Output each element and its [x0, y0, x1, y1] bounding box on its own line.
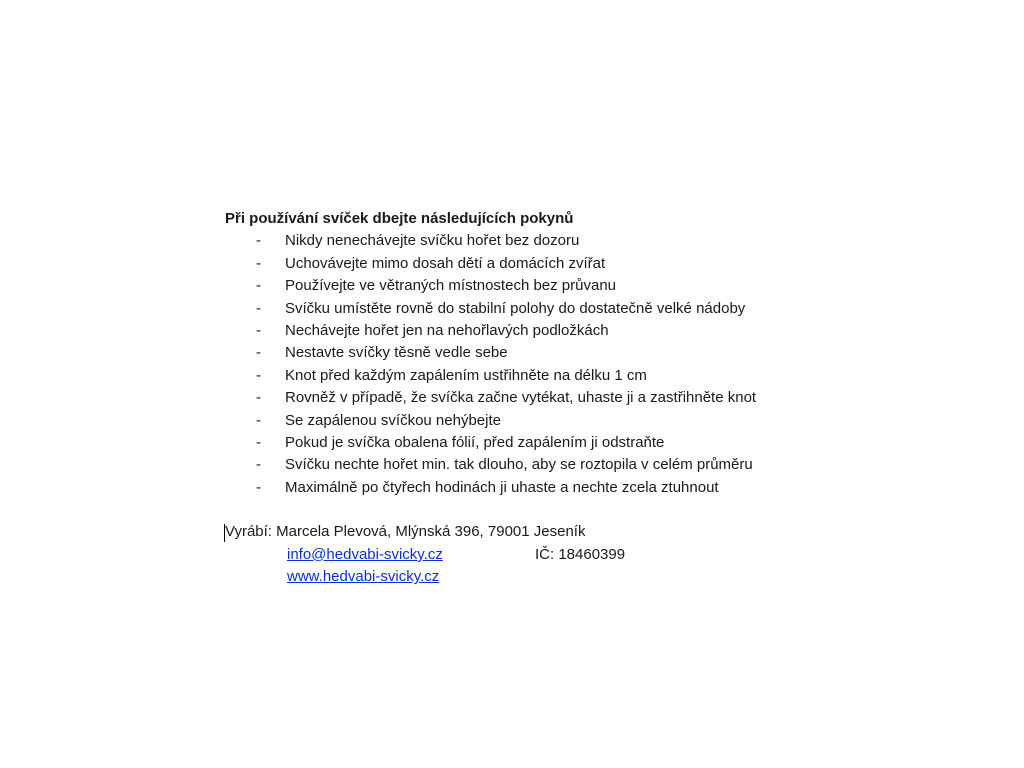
blank-line	[225, 499, 865, 521]
website-line	[225, 566, 865, 588]
producer-line[interactable]	[225, 521, 865, 543]
list-item-text: Svíčku nechte hořet min. tak dlouho, aby se roztopila v celém průměru	[285, 456, 753, 474]
list-item-text: Knot před každým zapálením ustřihněte na délku 1 cm	[285, 366, 647, 384]
instructions-heading: Při používání svíček dbejte následujících pokynů	[225, 210, 574, 227]
list-item	[225, 477, 865, 499]
list-item	[225, 320, 865, 342]
bullet-dash: -	[256, 456, 261, 474]
list-item-text: Nestavte svíčky těsně vedle sebe	[285, 344, 508, 362]
list-item	[225, 387, 865, 409]
list-item-text: Se zapálenou svíčkou nehýbejte	[285, 411, 501, 429]
list-item-text: Uchovávejte mimo dosah dětí a domácích zvířat	[285, 254, 606, 272]
bullet-dash: -	[256, 411, 261, 429]
bullet-dash: -	[256, 232, 261, 250]
list-item	[225, 342, 865, 364]
list-item	[225, 275, 865, 297]
producer-text: Vyrábí: Marcela Plevová, Mlýnská 396, 79001 Jeseník	[225, 523, 586, 541]
list-item	[225, 253, 865, 275]
bullet-dash: -	[256, 344, 261, 362]
bullet-dash: -	[256, 389, 261, 407]
list-item-text: Nechávejte hořet jen na nehořlavých podložkách	[285, 321, 609, 339]
list-item	[225, 298, 865, 320]
document-body	[225, 208, 865, 589]
list-item-text: Pokud je svíčka obalena fólií, před zapálením ji odstraňte	[285, 433, 665, 451]
list-item-text: Používejte ve větraných místnostech bez průvanu	[285, 277, 617, 295]
contact-line	[225, 544, 865, 566]
text-cursor	[224, 524, 225, 542]
bullet-dash: -	[256, 478, 261, 496]
list-item	[225, 432, 865, 454]
list-item-text: Nikdy nenechávejte svíčku hořet bez dozoru	[285, 232, 580, 250]
bullet-dash: -	[256, 277, 261, 295]
list-item	[225, 365, 865, 387]
website-link[interactable]: www.hedvabi-svicky.cz	[287, 568, 440, 586]
list-item-text: Maximálně po čtyřech hodinách ji uhaste a nechte zcela ztuhnout	[285, 478, 719, 496]
bullet-dash: -	[256, 366, 261, 384]
bullet-dash: -	[256, 433, 261, 451]
list-item-text: Svíčku umístěte rovně do stabilní polohy do dostatečně velké nádoby	[285, 299, 746, 317]
email-link[interactable]: info@hedvabi-svicky.cz	[287, 545, 443, 563]
list-item-text: Rovněž v případě, že svíčka začne vytékat, uhaste ji a zastřihněte knot	[285, 389, 757, 407]
ic-number: IČ: 18460399	[535, 545, 626, 563]
list-item	[225, 454, 865, 476]
bullet-dash: -	[256, 299, 261, 317]
bullet-dash: -	[256, 254, 261, 272]
instructions-list	[225, 230, 865, 499]
list-item	[225, 410, 865, 432]
list-item	[225, 230, 865, 252]
bullet-dash: -	[256, 321, 261, 339]
